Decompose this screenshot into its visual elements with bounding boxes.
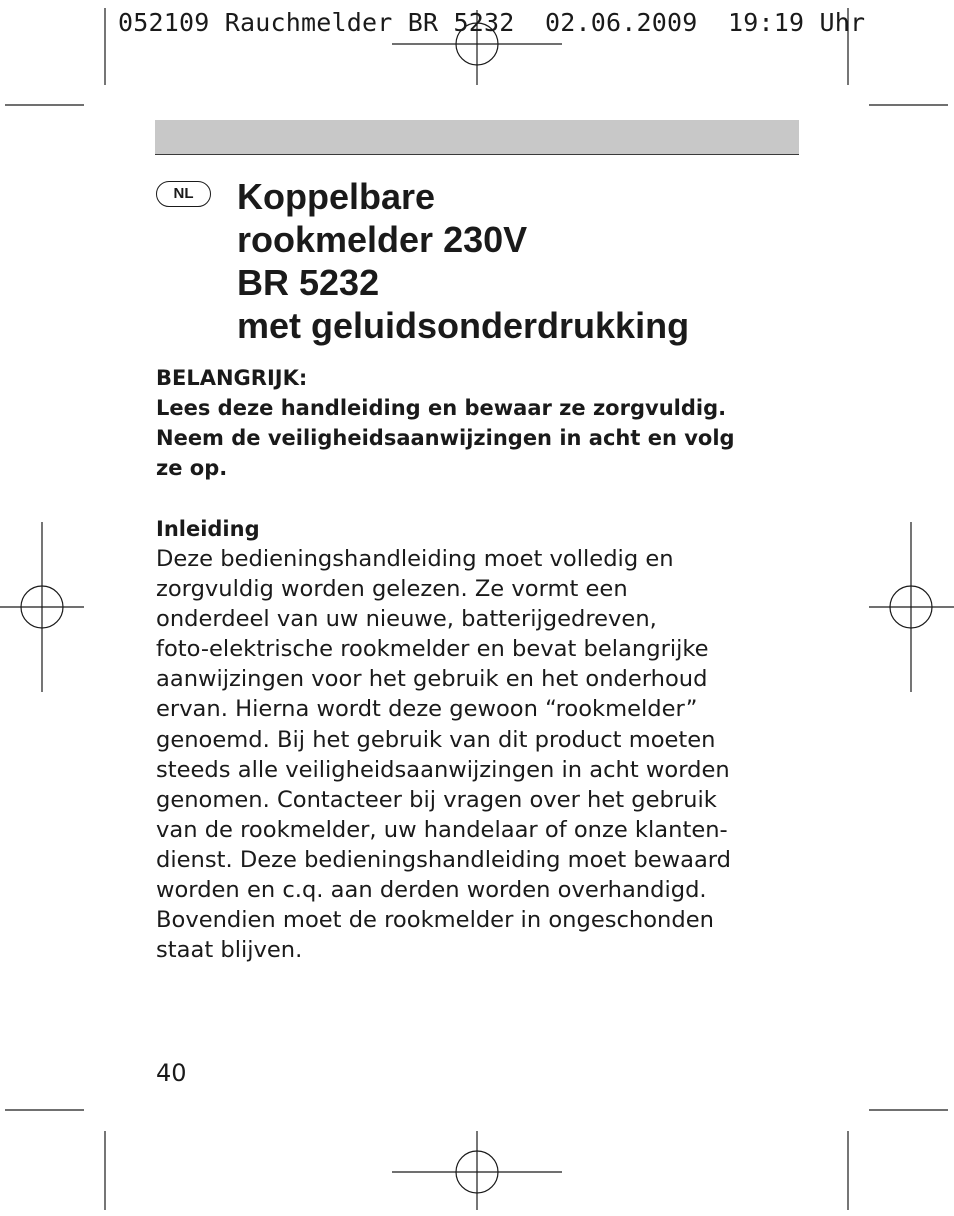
title-line: BR 5232: [237, 262, 380, 303]
paragraph-line: Deze bedieningshandleiding moet volledig en: [156, 546, 674, 572]
registration-mark-bottom: [392, 1131, 562, 1210]
registration-mark-right: [869, 522, 954, 692]
paragraph-line: worden en c.q. aan derden worden overhandigd.: [156, 877, 707, 904]
title-line: rookmelder 230V: [237, 219, 528, 260]
paragraph-line: genoemd. Bij het gebruik van dit product moeten: [156, 726, 716, 753]
section-heading-introduction: Inleiding: [156, 517, 260, 541]
important-label: BELANGRIJK:: [156, 366, 308, 390]
important-line: Neem de veiligheidsaanwijzingen in acht en volg: [156, 426, 735, 450]
title-line: met geluidsonderdrukking: [237, 305, 690, 346]
paragraph-line: staat blijven.: [156, 937, 303, 964]
language-badge: NL: [156, 181, 211, 207]
paragraph-line: aanwijzingen voor het gebruik en het onderhoud: [156, 666, 708, 693]
printer-slug: 052109 Rauchmelder BR 5232 02.06.2009 19:19 Uhr: [118, 8, 866, 37]
introduction-paragraph: [156, 544, 806, 965]
important-line: Lees deze handleiding en bewaar ze zorgvuldig.: [156, 396, 727, 420]
paragraph-line: foto-elektrische rookmelder en bevat belangrijke: [156, 636, 709, 663]
paragraph-line: zorgvuldig worden gelezen. Ze vormt een: [156, 576, 628, 603]
page-number: 40: [156, 1059, 187, 1087]
paragraph-line: genomen. Contacteer bij vragen over het gebruik: [156, 786, 717, 813]
paragraph-line: ervan. Hierna wordt deze gewoon “rookmelder”: [156, 696, 698, 723]
important-line: ze op.: [156, 456, 228, 480]
paragraph-line: steeds alle veiligheidsaanwijzingen in acht worden: [156, 756, 730, 783]
registration-mark-left: [0, 522, 84, 692]
important-notice: [156, 363, 806, 483]
registration-mark-top: [392, 10, 562, 85]
paragraph-line: dienst. Deze bedieningshandleiding moet bewaard: [156, 846, 732, 873]
page-title: [237, 175, 689, 347]
paragraph-line: onderdeel van uw nieuwe, batterijgedreven,: [156, 606, 657, 633]
paragraph-line: Bovendien moet de rookmelder in ongeschonden: [156, 907, 714, 934]
title-line: Koppelbare: [237, 176, 436, 217]
paragraph-line: van de rookmelder, uw handelaar of onze klanten-: [156, 816, 728, 843]
header-bar: [155, 120, 799, 155]
